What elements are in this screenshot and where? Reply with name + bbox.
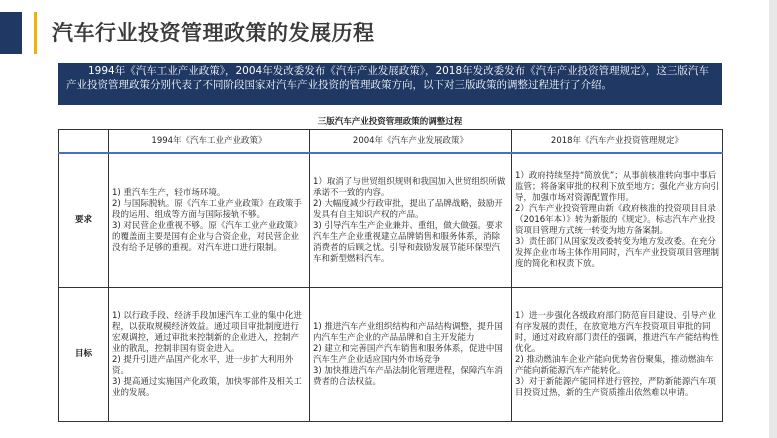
table-row	[59, 153, 723, 288]
table-header-corner	[59, 130, 109, 154]
policy-comparison-table	[58, 129, 723, 422]
slide-title: 汽车行业投资管理政策的发展历程	[52, 21, 375, 45]
table-header-1994: 1994年《汽车工业产业政策》	[109, 130, 310, 154]
row-label-goals: 目标	[59, 288, 109, 422]
cell-text: 1）政府持续坚持“简放优”；从事前核准转向事中事后监管；将备案审批的权利下放至地方；强化产业方向引导，加强市场对资源配置作用。 2）汽车产业投资管理由新《政府核准的投资项目目录（2016年本）》转为新版的《规定》。标志汽车产业投资项目管理方式统一转变为地方备案制。 3）责任部门从国家发改委转变为地方发改委。在充分发挥企业市场主体作用同时，汽车产业投资项目管理制度的简化和权责下放。	[515, 171, 720, 269]
cell-text: 1）进一步强化各级政府部门防范盲目建设、引导产业有序发展的责任，在放宽地方汽车投资项目审批的同时，通过对政府部门责任的强调，推进汽车产能结构性优化。 2) 推动燃油车企业产能向优势省份聚集，推动燃油车产能向新能源汽车产能转化。 3）对于新能源产能同样进行管控，严防新能源汽车项目投资过热，新的生产资质推出依然难以申请。	[515, 310, 720, 398]
row-label-requirements: 要求	[59, 153, 109, 288]
table-cell	[512, 288, 723, 422]
table-cell	[109, 153, 310, 288]
title-accent-bar	[0, 12, 22, 54]
table-header-2004: 2004年《汽车产业发展政策》	[310, 130, 512, 154]
cell-text: 1) 以行政手段、经济手段加速汽车工业的集中化进程，以获取规模经济效益。通过项目审批制度进行宏观调控，通过审批来控制新的企业进入，控制产业的散乱，控制非国有资金进入。 2) 提升引进产品国产化水平，进一步扩大利用外资。 3) 提高通过实施国产化政策，加快零部件及相关工业的发展。	[112, 310, 302, 398]
cell-text: 1）取消了与世贸组织规则和我国加入世贸组织所做承诺不一致的内容。 2) 大幅度减少行政审批，提出了品牌战略，鼓励开发具有自主知识产权的产品。 3) 引导汽车生产企业兼并、重组，做大做强。要求汽车生产企业重视建立品牌销售和服务体系，消除消费者的后顾之忧。引导和鼓励发展节能环保型汽车和新型燃料汽车。	[313, 176, 506, 264]
table-cell	[310, 153, 512, 288]
table-row	[59, 288, 723, 422]
table-cell	[109, 288, 310, 422]
table-header-2018: 2018年《汽车产业投资管理规定》	[512, 130, 723, 154]
cell-text: 1) 推进汽车产业组织结构和产品结构调整，提升国内汽车生产企业的产品品牌和自主开发能力 2) 建立和完善国产汽车销售和服务体系，促进中国汽车生产企业适应国内外市场竞争 3) 加快推进汽车产品法制化管理进程，保障汽车消费者的合法权益。	[313, 321, 503, 387]
table-header-row	[59, 130, 723, 154]
table-cell	[512, 153, 723, 288]
title-accent-line	[34, 12, 37, 54]
table-caption: 三版汽车产业投资管理政策的调整过程	[317, 117, 463, 127]
intro-paragraph: 1994年《汽车工业产业政策》，2004年发改委发布《汽车产业发展政策》，2018年发改委发布《汽车产业投资管理规定》，这三版汽车产业投资管理政策分别代表了不同阶段国家对汽车产业投资的管理政策方向，以下对三版政策的调整过程进行了介绍。	[58, 63, 722, 105]
scrollbar-track[interactable]	[769, 0, 777, 438]
table-cell	[310, 288, 512, 422]
cell-text: 1) 重汽车生产，轻市场环境。 2) 与国际脱轨。原《汽车工业产业政策》在政策手段的运用、组成等方面与国际接轨不够。 3) 对民营企业重视不够。原《汽车工业产业政策》的覆盖面主要是国有企业与合资企业，对民营企业没有给予足够的重视。对汽车进口进行限制。	[112, 187, 302, 253]
